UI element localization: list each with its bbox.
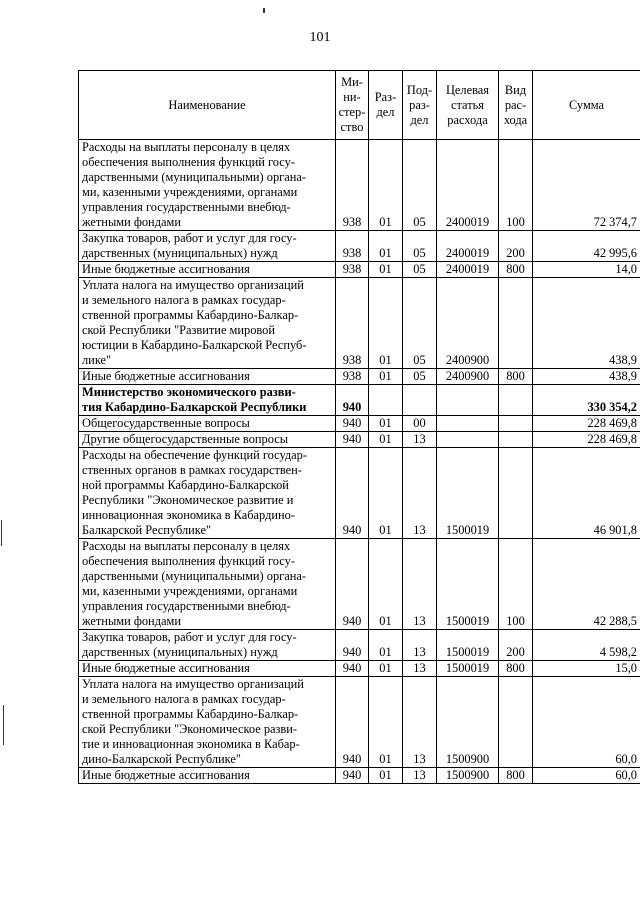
scan-mark-top: [263, 8, 265, 13]
cell-subsection: 00: [403, 416, 437, 432]
cell-target: 1500019: [437, 661, 499, 677]
table-row: [79, 432, 640, 448]
cell-sum: 15,0: [533, 661, 640, 677]
cell-name: Закупка товаров, работ и услуг для госу- дарственных (муниципальных) нужд: [79, 231, 336, 262]
cell-expense-type: [499, 278, 533, 369]
cell-subsection: 05: [403, 262, 437, 278]
cell-section: 01: [369, 661, 403, 677]
cell-sum: 42 288,5: [533, 539, 640, 630]
cell-target: 2400900: [437, 278, 499, 369]
cell-sum: 14,0: [533, 262, 640, 278]
cell-target: 2400019: [437, 231, 499, 262]
cell-subsection: 13: [403, 677, 437, 768]
cell-ministry: 938: [336, 231, 369, 262]
cell-name: Уплата налога на имущество организаций и земельного налога в рамках государ- ственной программы Кабардино-Балкар- ской Республики "Экономическое разви- тие и инновационная экономика в Кабар- дино-Балкарской Республике": [79, 677, 336, 768]
cell-sum: 42 995,6: [533, 231, 640, 262]
cell-expense-type: 800: [499, 369, 533, 385]
cell-name: Закупка товаров, работ и услуг для госу- дарственных (муниципальных) нужд: [79, 630, 336, 661]
cell-section: 01: [369, 231, 403, 262]
cell-target: 1500900: [437, 768, 499, 784]
cell-name: Расходы на обеспечение функций государ- ственных органов в рамках государствен- ной программы Кабардино-Балкарской Республики "Экономическое развитие и инновационная экономика в Кабардино- Балкарской Республике": [79, 448, 336, 539]
cell-target: 1500019: [437, 630, 499, 661]
cell-name: Уплата налога на имущество организаций и земельного налога в рамках государ- ственной программы Кабардино-Балкар- ской Республики "Развитие мировой юстиции в Кабардино-Балкарской Респуб- лике": [79, 278, 336, 369]
cell-sum: 228 469,8: [533, 432, 640, 448]
cell-subsection: 13: [403, 448, 437, 539]
cell-ministry: 940: [336, 539, 369, 630]
cell-section: 01: [369, 369, 403, 385]
cell-expense-type: 200: [499, 231, 533, 262]
cell-sum: 228 469,8: [533, 416, 640, 432]
cell-expense-type: [499, 677, 533, 768]
cell-expense-type: 800: [499, 661, 533, 677]
cell-subsection: 13: [403, 539, 437, 630]
cell-section: 01: [369, 262, 403, 278]
table-row: [79, 369, 640, 385]
table-row: [79, 231, 640, 262]
cell-ministry: 938: [336, 369, 369, 385]
table-row: [79, 539, 640, 630]
cell-section: 01: [369, 768, 403, 784]
header-ministry: Ми- ни- стер- ство: [336, 71, 369, 140]
cell-section: [369, 385, 403, 416]
cell-sum: 46 901,8: [533, 448, 640, 539]
table-row: [79, 630, 640, 661]
cell-section: 01: [369, 432, 403, 448]
table-header-row: [79, 71, 640, 140]
header-expense-type: Вид рас- хода: [499, 71, 533, 140]
cell-target: [437, 416, 499, 432]
table-row: [79, 448, 640, 539]
cell-target: 2400019: [437, 262, 499, 278]
cell-name: Иные бюджетные ассигнования: [79, 661, 336, 677]
cell-subsection: 13: [403, 630, 437, 661]
cell-expense-type: 100: [499, 539, 533, 630]
table-row: [79, 262, 640, 278]
header-target: Целевая статья расхода: [437, 71, 499, 140]
table-row: [79, 768, 640, 784]
cell-sum: 438,9: [533, 278, 640, 369]
cell-subsection: 05: [403, 369, 437, 385]
cell-name: Иные бюджетные ассигнования: [79, 768, 336, 784]
cell-sum: 72 374,7: [533, 140, 640, 231]
cell-name: Министерство экономического разви- тия Кабардино-Балкарской Республики: [79, 385, 336, 416]
cell-target: [437, 385, 499, 416]
header-subsection: Под- раз- дел: [403, 71, 437, 140]
page-number: 101: [309, 30, 331, 45]
cell-section: 01: [369, 416, 403, 432]
header-section: Раз- дел: [369, 71, 403, 140]
cell-name: Расходы на выплаты персоналу в целях обеспечения выполнения функций госу- дарственными (муниципальными) органа- ми, казенными учреждениями, органами управления государственными внебюд- жетными фондами: [79, 140, 336, 231]
cell-expense-type: 800: [499, 262, 533, 278]
scan-mark-left-1: [1, 520, 2, 546]
cell-target: [437, 432, 499, 448]
table-row: [79, 278, 640, 369]
cell-expense-type: 800: [499, 768, 533, 784]
cell-subsection: 05: [403, 231, 437, 262]
cell-name: Расходы на выплаты персоналу в целях обеспечения выполнения функций госу- дарственными (муниципальными) органа- ми, казенными учреждениями, органами управления государственными внебюд- жетными фондами: [79, 539, 336, 630]
cell-expense-type: [499, 416, 533, 432]
cell-name: Иные бюджетные ассигнования: [79, 369, 336, 385]
cell-expense-type: 200: [499, 630, 533, 661]
cell-ministry: 938: [336, 140, 369, 231]
cell-section: 01: [369, 140, 403, 231]
cell-section: 01: [369, 630, 403, 661]
table-row: [79, 677, 640, 768]
cell-name: Другие общегосударственные вопросы: [79, 432, 336, 448]
cell-ministry: 940: [336, 661, 369, 677]
cell-ministry: 940: [336, 677, 369, 768]
cell-name: Иные бюджетные ассигнования: [79, 262, 336, 278]
cell-sum: 330 354,2: [533, 385, 640, 416]
cell-target: 1500019: [437, 539, 499, 630]
table-body: [79, 140, 640, 784]
cell-section: 01: [369, 539, 403, 630]
table-row: [79, 661, 640, 677]
cell-target: 1500019: [437, 448, 499, 539]
cell-target: 1500900: [437, 677, 499, 768]
cell-sum: 60,0: [533, 768, 640, 784]
budget-table: [78, 70, 640, 784]
cell-section: 01: [369, 278, 403, 369]
cell-target: 2400900: [437, 369, 499, 385]
header-sum: Сумма: [533, 71, 640, 140]
cell-subsection: 05: [403, 278, 437, 369]
table-row: [79, 140, 640, 231]
cell-ministry: 940: [336, 448, 369, 539]
cell-sum: 60,0: [533, 677, 640, 768]
cell-ministry: 940: [336, 768, 369, 784]
cell-subsection: 13: [403, 768, 437, 784]
cell-subsection: 13: [403, 661, 437, 677]
cell-section: 01: [369, 448, 403, 539]
cell-ministry: 940: [336, 432, 369, 448]
cell-target: 2400019: [437, 140, 499, 231]
cell-expense-type: [499, 385, 533, 416]
cell-ministry: 938: [336, 262, 369, 278]
cell-ministry: 940: [336, 385, 369, 416]
table-row: [79, 385, 640, 416]
header-name: Наименование: [79, 71, 336, 140]
cell-name: Общегосударственные вопросы: [79, 416, 336, 432]
cell-sum: 4 598,2: [533, 630, 640, 661]
cell-subsection: 05: [403, 140, 437, 231]
cell-ministry: 940: [336, 416, 369, 432]
scan-mark-left-2: [3, 705, 4, 745]
cell-section: 01: [369, 677, 403, 768]
table-row: [79, 416, 640, 432]
cell-subsection: 13: [403, 432, 437, 448]
cell-expense-type: [499, 432, 533, 448]
cell-expense-type: [499, 448, 533, 539]
cell-sum: 438,9: [533, 369, 640, 385]
cell-subsection: [403, 385, 437, 416]
cell-expense-type: 100: [499, 140, 533, 231]
cell-ministry: 938: [336, 278, 369, 369]
cell-ministry: 940: [336, 630, 369, 661]
